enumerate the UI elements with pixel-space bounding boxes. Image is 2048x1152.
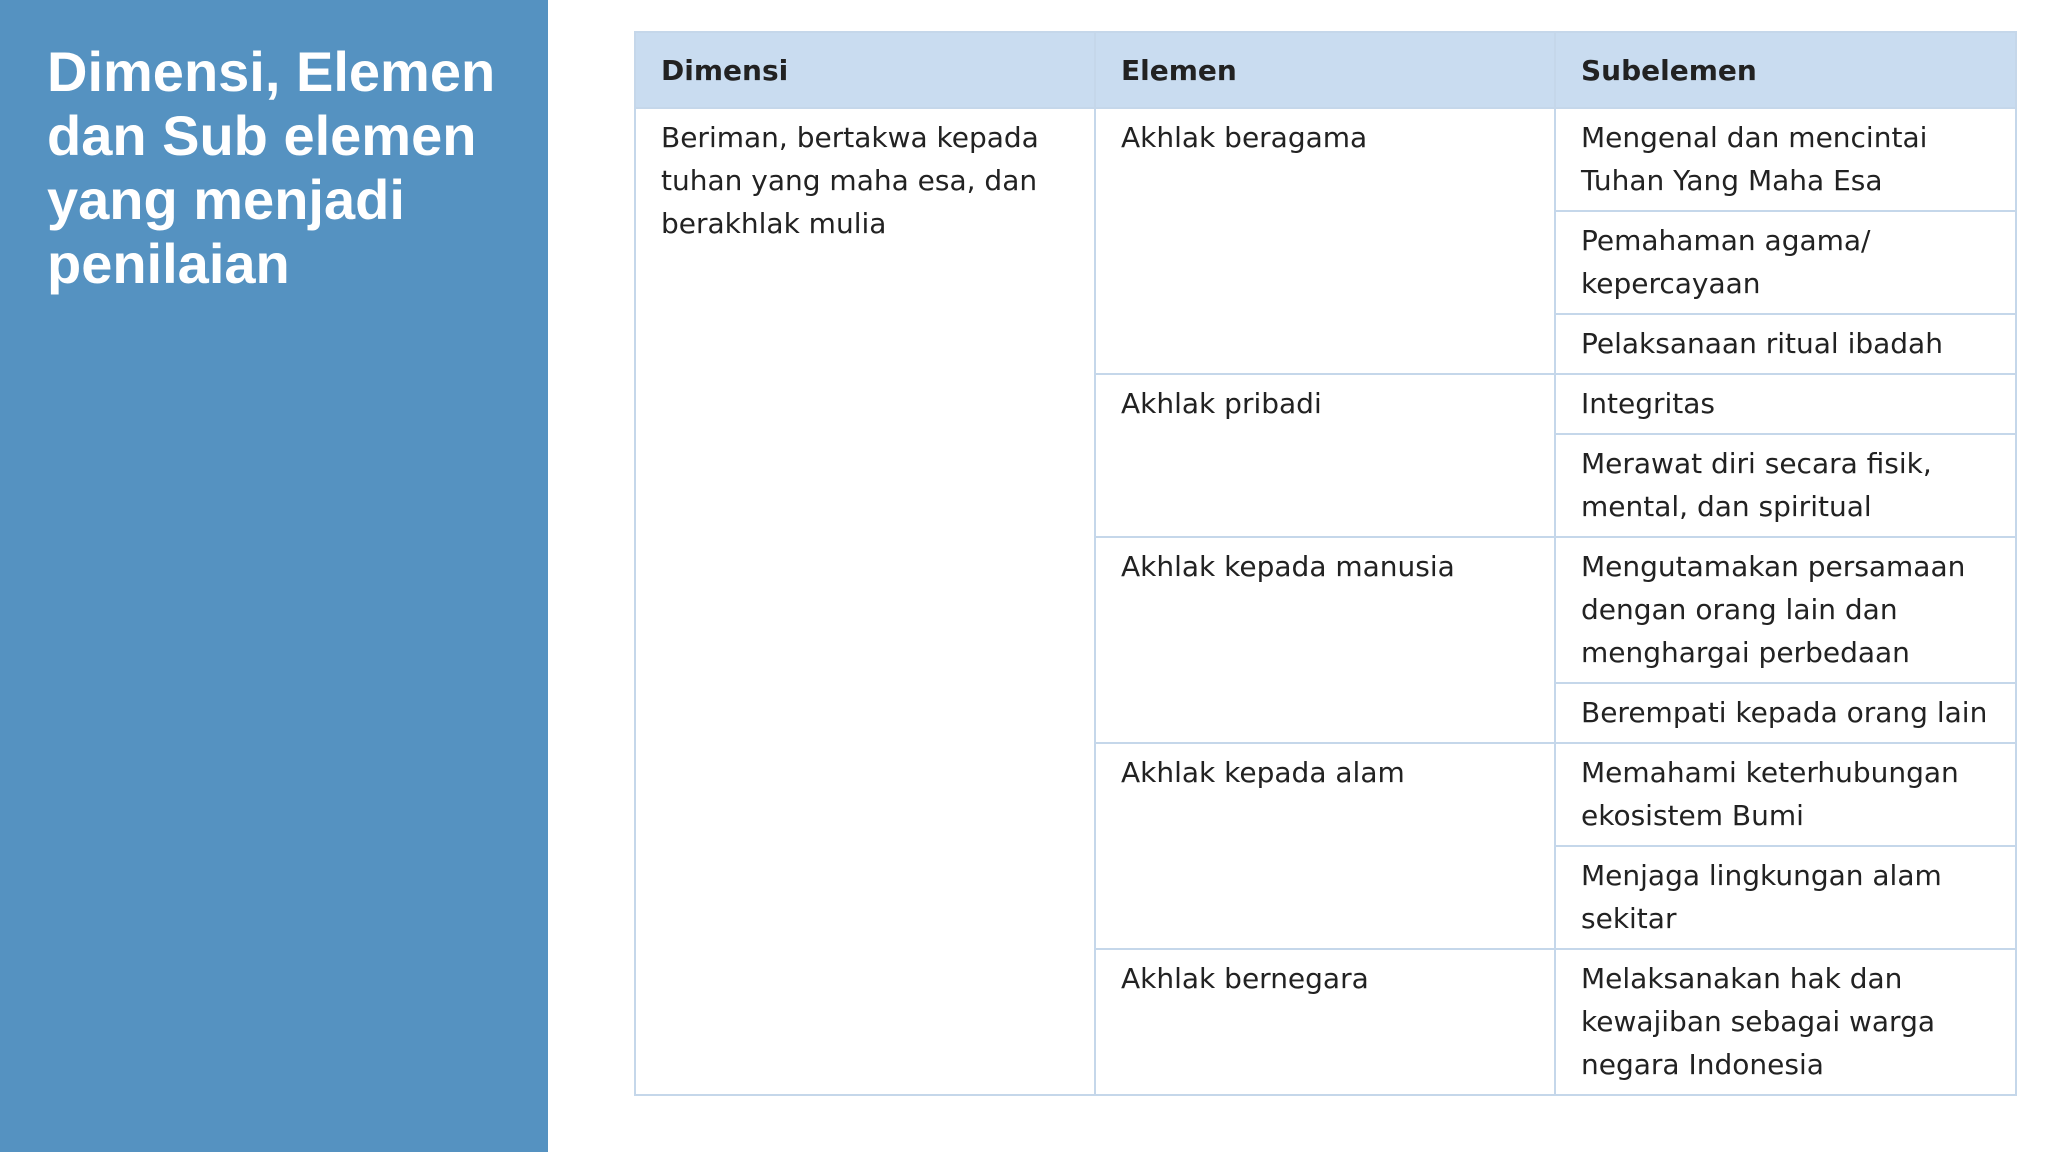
title-sidebar (0, 0, 548, 1152)
subelemen-cell: Memahami keterhubungan ekosistem Bumi (1555, 743, 2016, 846)
slide-title-line: dan Sub elemen (47, 104, 477, 167)
table-body (635, 108, 2016, 1095)
slide-title-line: penilaian (47, 232, 290, 295)
subelemen-cell: Pemahaman agama/ kepercayaan (1555, 211, 2016, 314)
table-row (635, 108, 2016, 211)
elemen-cell: Akhlak kepada alam (1095, 743, 1555, 949)
subelemen-cell: Merawat diri secara fisik, mental, dan spiritual (1555, 434, 2016, 537)
subelemen-cell: Berempati kepada orang lain (1555, 683, 2016, 743)
subelemen-cell: Menjaga lingkungan alam sekitar (1555, 846, 2016, 949)
elemen-cell: Akhlak bernegara (1095, 949, 1555, 1095)
header-row (635, 32, 2016, 108)
dimensi-elemen-table (634, 31, 2017, 1096)
header-dimensi: Dimensi (635, 32, 1095, 108)
subelemen-cell: Integritas (1555, 374, 2016, 434)
dimensi-cell: Beriman, bertakwa kepada tuhan yang maha esa, dan berakhlak mulia (635, 108, 1095, 1095)
subelemen-cell: Melaksanakan hak dan kewajiban sebagai warga negara Indonesia (1555, 949, 2016, 1095)
elemen-cell: Akhlak pribadi (1095, 374, 1555, 537)
elemen-cell: Akhlak beragama (1095, 108, 1555, 374)
subelemen-cell: Pelaksanaan ritual ibadah (1555, 314, 2016, 374)
subelemen-cell: Mengenal dan mencintai Tuhan Yang Maha Esa (1555, 108, 2016, 211)
elemen-cell: Akhlak kepada manusia (1095, 537, 1555, 743)
slide-title (47, 40, 537, 296)
slide-title-line: Dimensi, Elemen (47, 40, 496, 103)
slide-title-line: yang menjadi (47, 168, 405, 231)
table-header (635, 32, 2016, 108)
header-elemen: Elemen (1095, 32, 1555, 108)
subelemen-cell: Mengutamakan persamaan dengan orang lain dan menghargai perbedaan (1555, 537, 2016, 683)
header-subelemen: Subelemen (1555, 32, 2016, 108)
